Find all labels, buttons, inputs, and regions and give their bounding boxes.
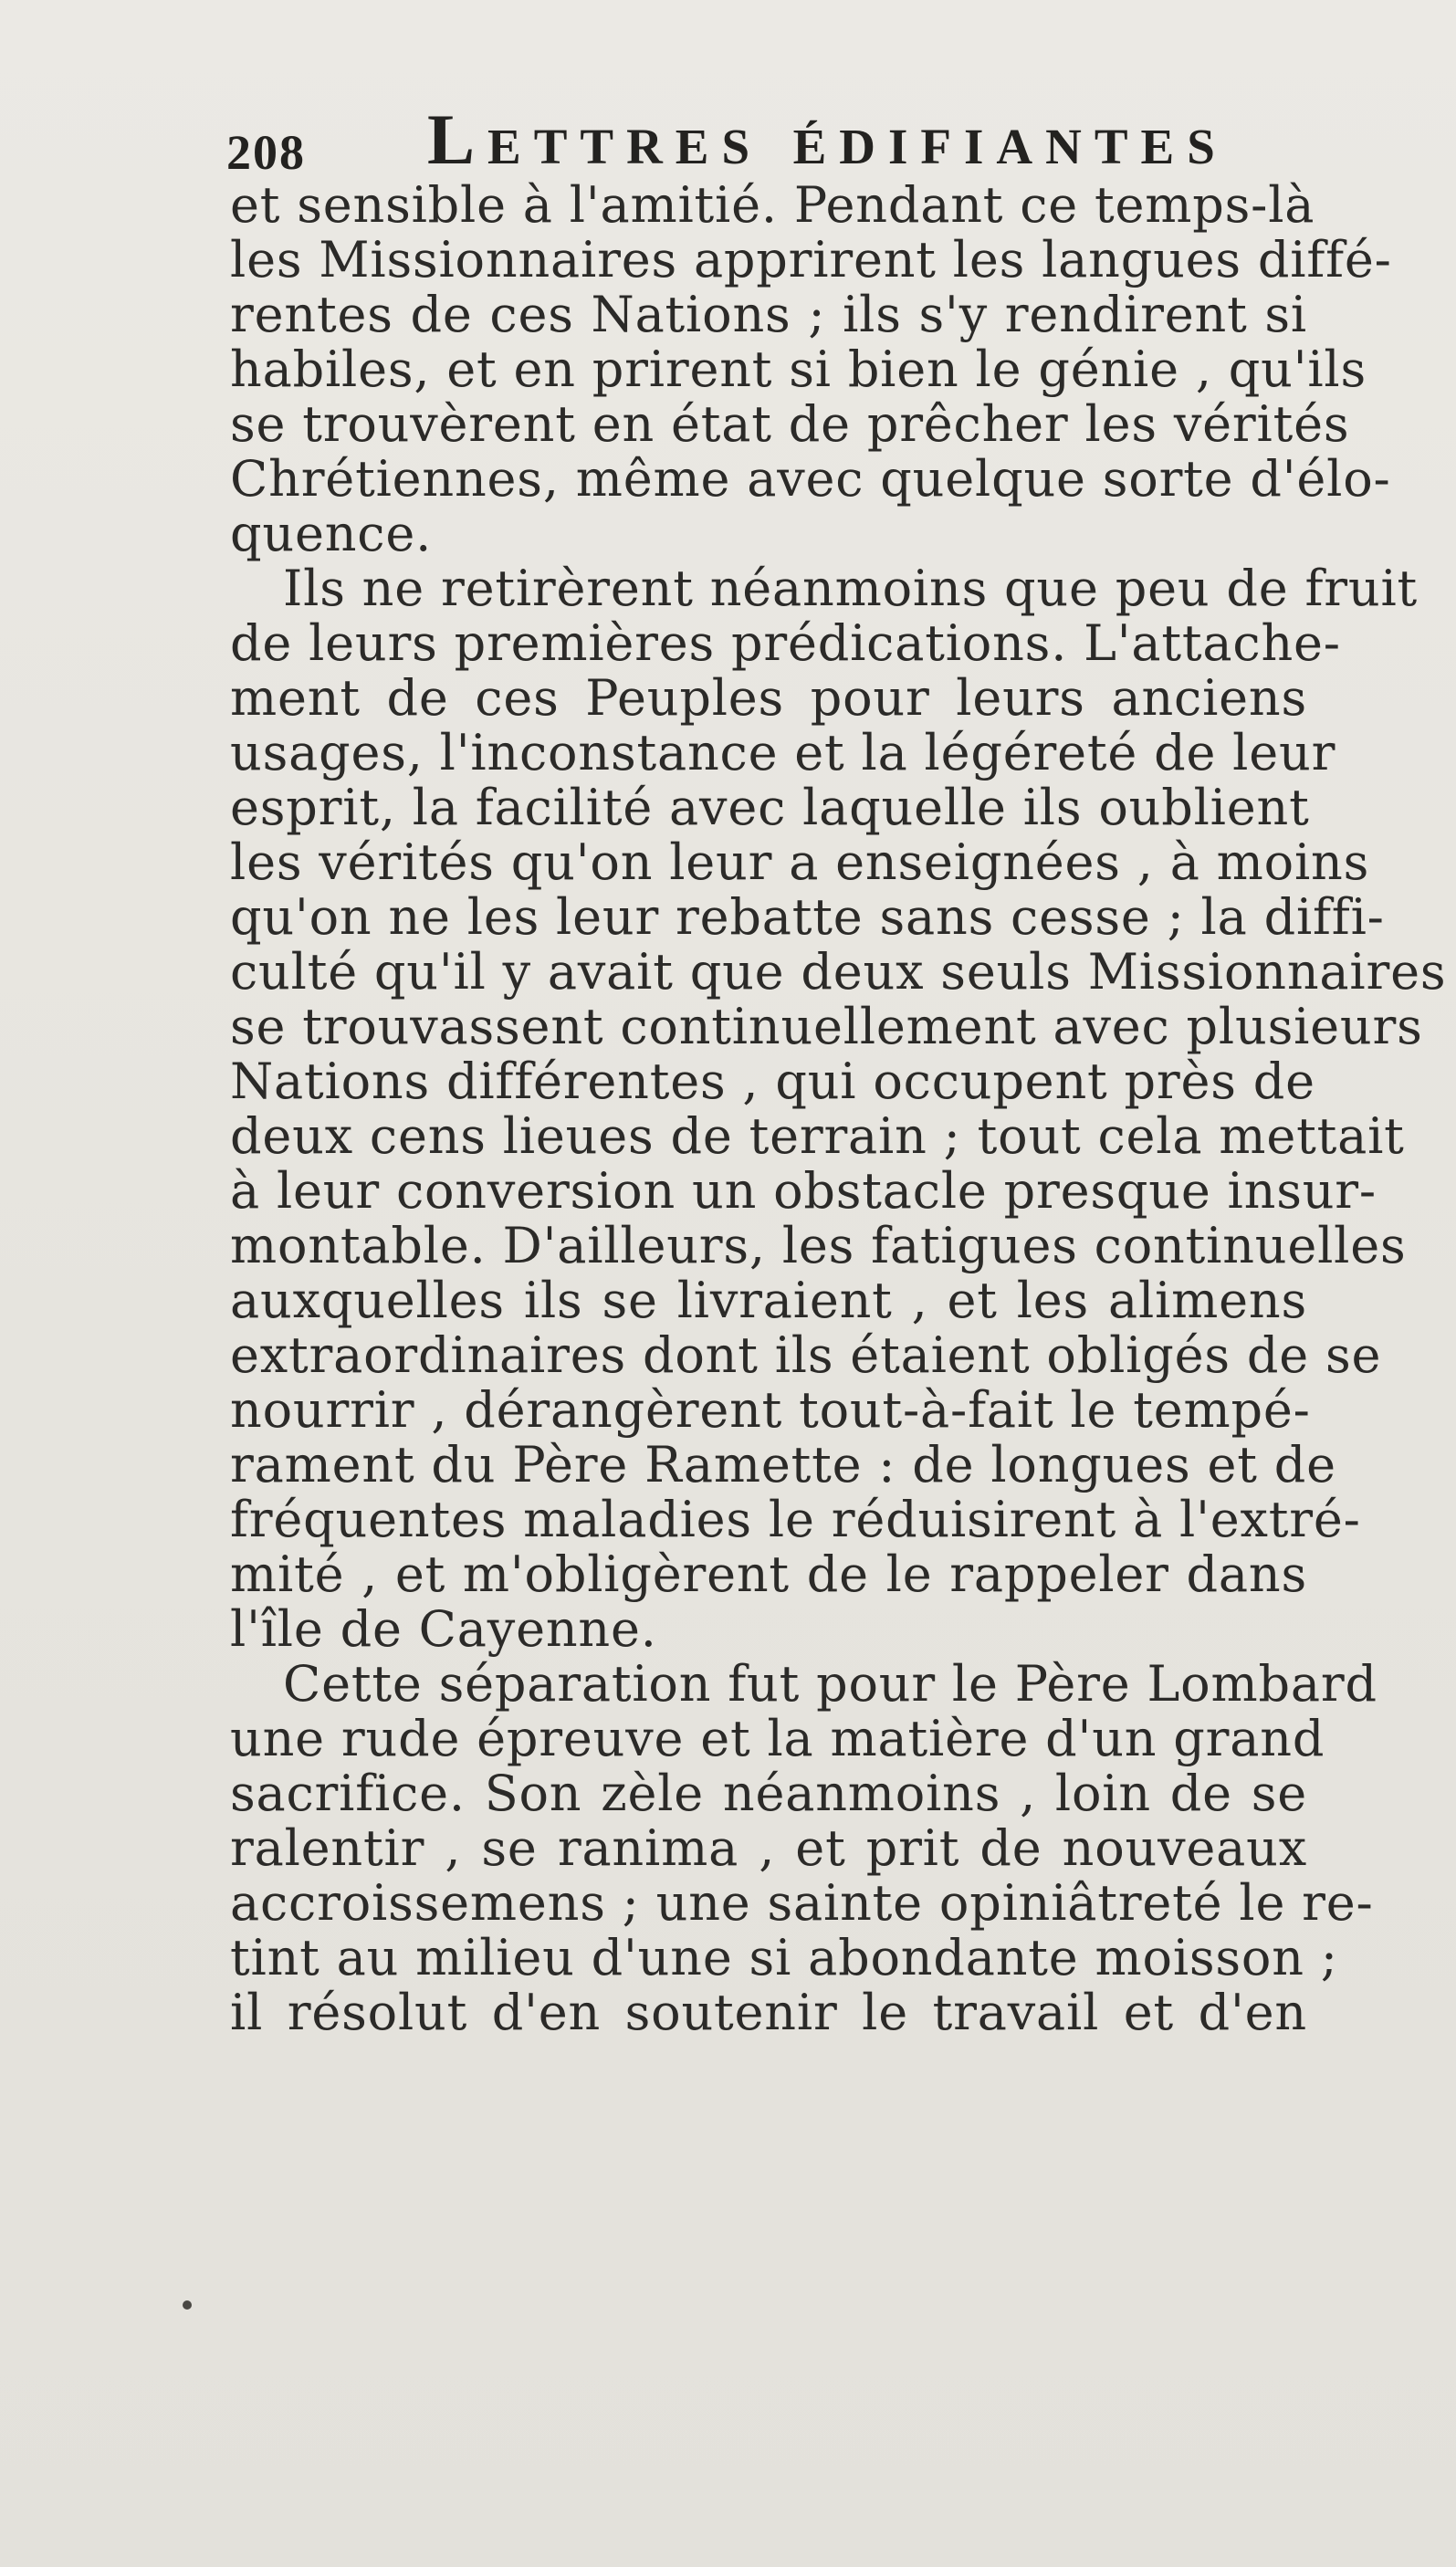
text-line: fréquentes maladies le réduisirent à l'extré- bbox=[230, 1491, 1361, 1548]
text-line: ment de ces Peuples pour leurs anciens bbox=[230, 669, 1307, 727]
text-line: Nations différentes , qui occupent près de bbox=[230, 1053, 1315, 1110]
text-line: Ils ne retirèrent néanmoins que peu de fruit bbox=[283, 560, 1419, 617]
text-line: tint au milieu d'une si abondante moisson ; bbox=[230, 1929, 1338, 1986]
paragraph-2 bbox=[230, 560, 1447, 1658]
text-line: extraordinaires dont ils étaient obligés de se bbox=[230, 1326, 1382, 1384]
text-line: nourrir , dérangèrent tout-à-fait le tempé- bbox=[230, 1381, 1311, 1439]
text-line: se trouvèrent en état de prêcher les vérités bbox=[230, 395, 1350, 453]
paragraph-1 bbox=[230, 176, 1392, 562]
text-line: il résolut d'en soutenir le travail et d'en bbox=[230, 1984, 1307, 2041]
text-line: sacrifice. Son zèle néanmoins , loin de se bbox=[230, 1765, 1307, 1822]
body-text bbox=[230, 176, 1447, 2041]
text-line: et sensible à l'amitié. Pendant ce temps-là bbox=[230, 176, 1315, 234]
text-line: ralentir , se ranima , et prit de nouveaux bbox=[230, 1819, 1307, 1877]
text-line: auxquelles ils se livraient , et les alimens bbox=[230, 1272, 1307, 1329]
text-line: rament du Père Ramette : de longues et de bbox=[230, 1436, 1336, 1493]
text-line: une rude épreuve et la matière d'un grand bbox=[230, 1710, 1325, 1767]
text-line: esprit, la facilité avec laquelle ils oublient bbox=[230, 779, 1310, 836]
text-line: les Missionnaires apprirent les langues diffé- bbox=[230, 231, 1392, 288]
text-line: culté qu'il y avait que deux seuls Missionnaires bbox=[230, 943, 1447, 1001]
text-line: quence. bbox=[230, 505, 433, 562]
text-line: rentes de ces Nations ; ils s'y rendirent si bbox=[230, 286, 1307, 343]
running-title-rest: ettres édifiantes bbox=[487, 100, 1228, 179]
paper-speck bbox=[183, 2300, 192, 2310]
text-line: de leurs premières prédications. L'attache- bbox=[230, 614, 1341, 672]
running-title bbox=[427, 99, 1228, 181]
text-line: deux cens lieues de terrain ; tout cela mettait bbox=[230, 1107, 1405, 1165]
paragraph-3 bbox=[230, 1655, 1377, 2041]
text-line: usages, l'inconstance et la légéreté de leur bbox=[230, 724, 1336, 781]
text-line: à leur conversion un obstacle presque insur- bbox=[230, 1162, 1377, 1220]
text-line: les vérités qu'on leur a enseignées , à moins bbox=[230, 833, 1370, 891]
text-line: mité , et m'obligèrent de le rappeler dans bbox=[230, 1545, 1307, 1603]
text-line: qu'on ne les leur rebatte sans cesse ; la diffi- bbox=[230, 888, 1385, 946]
text-line: montable. D'ailleurs, les fatigues continuelles bbox=[230, 1217, 1407, 1274]
page-number: 208 bbox=[226, 125, 306, 180]
text-line: accroissemens ; une sainte opiniâtreté le re- bbox=[230, 1874, 1374, 1932]
running-title-initial: L bbox=[427, 100, 488, 179]
text-line: Cette séparation fut pour le Père Lombard bbox=[283, 1655, 1377, 1713]
text-line: l'île de Cayenne. bbox=[230, 1600, 657, 1658]
text-line: habiles, et en prirent si bien le génie , qu'ils bbox=[230, 341, 1367, 398]
text-line: se trouvassent continuellement avec plusieurs bbox=[230, 998, 1423, 1055]
text-line: Chrétiennes, même avec quelque sorte d'élo- bbox=[230, 450, 1391, 508]
